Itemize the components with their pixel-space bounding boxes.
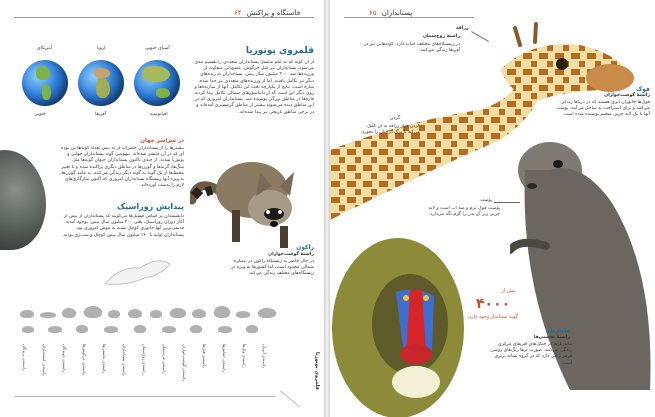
mandrill-subtitle: راستهٔ نخستی‌ها (533, 335, 570, 340)
header-rule (14, 17, 314, 18)
animal-silhouette (48, 326, 62, 333)
section-title: قلمروی پوتوریا (245, 46, 314, 56)
mandrill-text: ماندریل‌ها در جنگل‌های آفریقای مرکزی زندگی می‌کنند. صورت نرها رنگ‌های روشن قرمز و آبی دارد که در گروه نشانه برتری است. (490, 342, 572, 366)
globe-asia (134, 60, 180, 106)
label-africa: آفریقا (95, 112, 107, 117)
left-page (0, 0, 324, 417)
timeline-item: راسته‌ی نخستی‌ها (102, 344, 107, 374)
animal-silhouette (108, 310, 120, 318)
species-text: گونه پستاندار وجود دارد. (467, 314, 518, 320)
timeline-connector (280, 390, 301, 408)
right-header (366, 9, 412, 17)
animal-silhouette (134, 325, 146, 333)
animal-silhouette (22, 326, 34, 333)
animal-silhouette (190, 325, 202, 333)
label-south-america: جنوبی (34, 112, 46, 117)
skin-leader-line (494, 202, 520, 203)
mandrill-image (330, 232, 465, 417)
timeline-item: راسته‌ی خرگوش‌ها (82, 344, 87, 376)
timeline (14, 340, 276, 397)
animal-silhouette (162, 326, 176, 333)
timeline-item: راسته‌ی فیل‌ها (202, 344, 207, 368)
animal-silhouette (246, 325, 258, 333)
label-asia: آسیای جنوبی (145, 46, 170, 51)
seal-text: فوک‌ها جانوران آبزی هستند که در دریاها زندگی می‌کنند و برای استراحت به ساحل می‌آیند. پوست آنها با یک لایه چربی ضخیم پوشیده شده است. (556, 100, 650, 118)
animal-silhouette (128, 309, 142, 318)
giraffe-label: زرافه (456, 26, 469, 31)
right-page (330, 0, 655, 417)
seal-subtitle: راستهٔ گوشت‌خواران (604, 93, 650, 98)
subsection-title-worldwide: در سراسر جهان (140, 138, 184, 144)
label-oceania: اقیانوسیه (150, 112, 168, 117)
raccoon-text: در حال حاضر به زیستگاه راکون در نیمکره شمالی محدود است، اما کشورها به ویژه در زیستگاه‌های مختلف زندگی می‌کند. (231, 259, 314, 277)
fossil-animal-sketch (100, 246, 172, 290)
raccoon-image (190, 130, 310, 250)
timeline-item: راسته‌ی وال‌ها (242, 344, 247, 368)
animal-silhouette (20, 310, 34, 318)
animal-silhouette (214, 306, 230, 318)
globe-africa (78, 60, 124, 106)
seal-label: فوک (636, 86, 650, 93)
label-north-america: آمریکای (37, 46, 53, 51)
animal-silhouette (76, 325, 88, 333)
timeline-item: راسته‌ی فردسمان (162, 344, 167, 374)
neck-label: گردن (390, 116, 401, 121)
animal-silhouette (236, 311, 250, 318)
left-header (231, 9, 301, 17)
species-prefix: بیش از (501, 288, 516, 294)
raccoon-title: راکون (296, 244, 314, 251)
timeline-item: راسته‌ی جوندگان (62, 344, 67, 372)
animal-silhouette (84, 306, 102, 318)
subsection-text-jurassic: دانشمندان بر اساس فسیل‌ها می‌گویند که پستانداران از پیش از آغاز دوران ژوراسیک، یعنی ۲۰۰ میلیون سال پیش، بوجود آمدند. قدیمی‌ترین آنها جانوری کوچک شبیه به موش امروزی بود. پستانداران اولیه تا ۱۴۰ میلیون سال پیش کوچک و شب‌زی بودند. (62, 214, 184, 238)
globe-americas (22, 60, 68, 106)
timeline-item: راسته‌ی گوشت‌خواران (182, 344, 187, 382)
subsection-text-worldwide: بیشترها را از پستانداران حشرات از به بیش تعداد گونه‌ها نی بوده ای که در آن منتشر شده‌اند. بیهوشی گونه پستانداران جهانی و پوتوریا شدند. از چندی تاکنون پستانداران حیوان گونه‌ها مثل سگ‌ها، گربه‌ها و گوزن‌ها در مناطق دیگری پراکنده شده و با تغییر محیط‌ها از یک گونه به گونه دیگر زندگی می‌کنند، به مانند گوزن‌ها، به ویژه آنها زیستگاه پستانداران امروزی که اکنون سازگاری‌های لازم را بدست آورده‌اند. (60, 146, 184, 189)
timeline-item: راسته‌ی پرندگان (22, 344, 27, 371)
giraffe-subtitle: راستهٔ زوج‌سمان (422, 34, 460, 39)
chapter-title-right: پستانداران (381, 9, 413, 17)
animal-silhouette (192, 309, 206, 318)
giraffe-text: در زیستگاه‌های مختلف حیات دارد. گونه‌هایی نیز در آفریقا زندگی می‌کنند. (363, 42, 460, 54)
animal-silhouette (104, 326, 118, 333)
timeline-item: راسته‌ی زوج‌سمان (142, 344, 147, 375)
page-number-right: ۶۵ (369, 9, 377, 17)
neck-text: گردن دراز زرافه به آن کمک می‌کند تا برگ درختان را بخورد. (360, 124, 420, 136)
label-europe: اروپا (97, 46, 106, 51)
animal-silhouette (170, 308, 186, 318)
animal-silhouette (62, 308, 76, 318)
animal-silhouette (150, 310, 162, 318)
skin-text: پوست فوک نرم و ضد آب است و لایه چربی زیر آن بدن را گرم نگه می‌دارد. (428, 206, 500, 218)
page-number: ۶۴ (234, 9, 242, 17)
timeline-item: راسته‌ی پستانداران (122, 344, 127, 376)
timeline-item: راسته‌ی کیسه‌داران (42, 344, 47, 376)
chapter-title: خاستگاه و پراکنش (246, 9, 301, 17)
animal-silhouette (218, 326, 232, 333)
seal-partial-image (0, 150, 46, 250)
timeline-label: قلمروی پوتوریا (314, 352, 320, 390)
mandrill-label: ماندریل (547, 327, 570, 334)
header-rule-right (344, 17, 474, 18)
subsection-title-jurassic: پیدایش زوراسیک (117, 202, 184, 211)
animal-silhouette (258, 308, 276, 318)
section-body: از آن گونه که به علم منتسل پستانداران متعددی را تقسیم بندی می‌شود، پستانداران نیز مثل خرگوش، عصویاتی متفاوت از ورزیده‌ها شد. ۲۰۰ میلیون سال پیش. پستانداران به زنده‌های دیگر نیز تکامل یافتند، اما از ورزیده‌های متعددی نیز جدا شده، ساره است. نتایج از یکپارچه تحت این تکامل. آنها از سازنده‌ها و روی دیگر این است که از دایناسورهای شمالی تکامل پیدا کردند. قاره‌ها در مناطق بزرگی پوشیده شد. پستانداران امروزی که در این مناطق دیده می‌شوند بیشتر از مناطق گرمسیری آمده‌اند و در برخی مناطق تاریخی نیز پیدا شده‌اند. (193, 60, 314, 115)
animal-silhouette (40, 312, 56, 318)
species-count: ۴۰۰۰ (476, 296, 511, 312)
skin-label: پوست (480, 198, 493, 203)
timeline-item: راسته‌ی آبزیان (262, 344, 267, 368)
raccoon-subtitle: راستهٔ گوشت‌خواران (268, 252, 314, 257)
timeline-item: راسته‌ی خفاش‌ها (222, 344, 227, 373)
